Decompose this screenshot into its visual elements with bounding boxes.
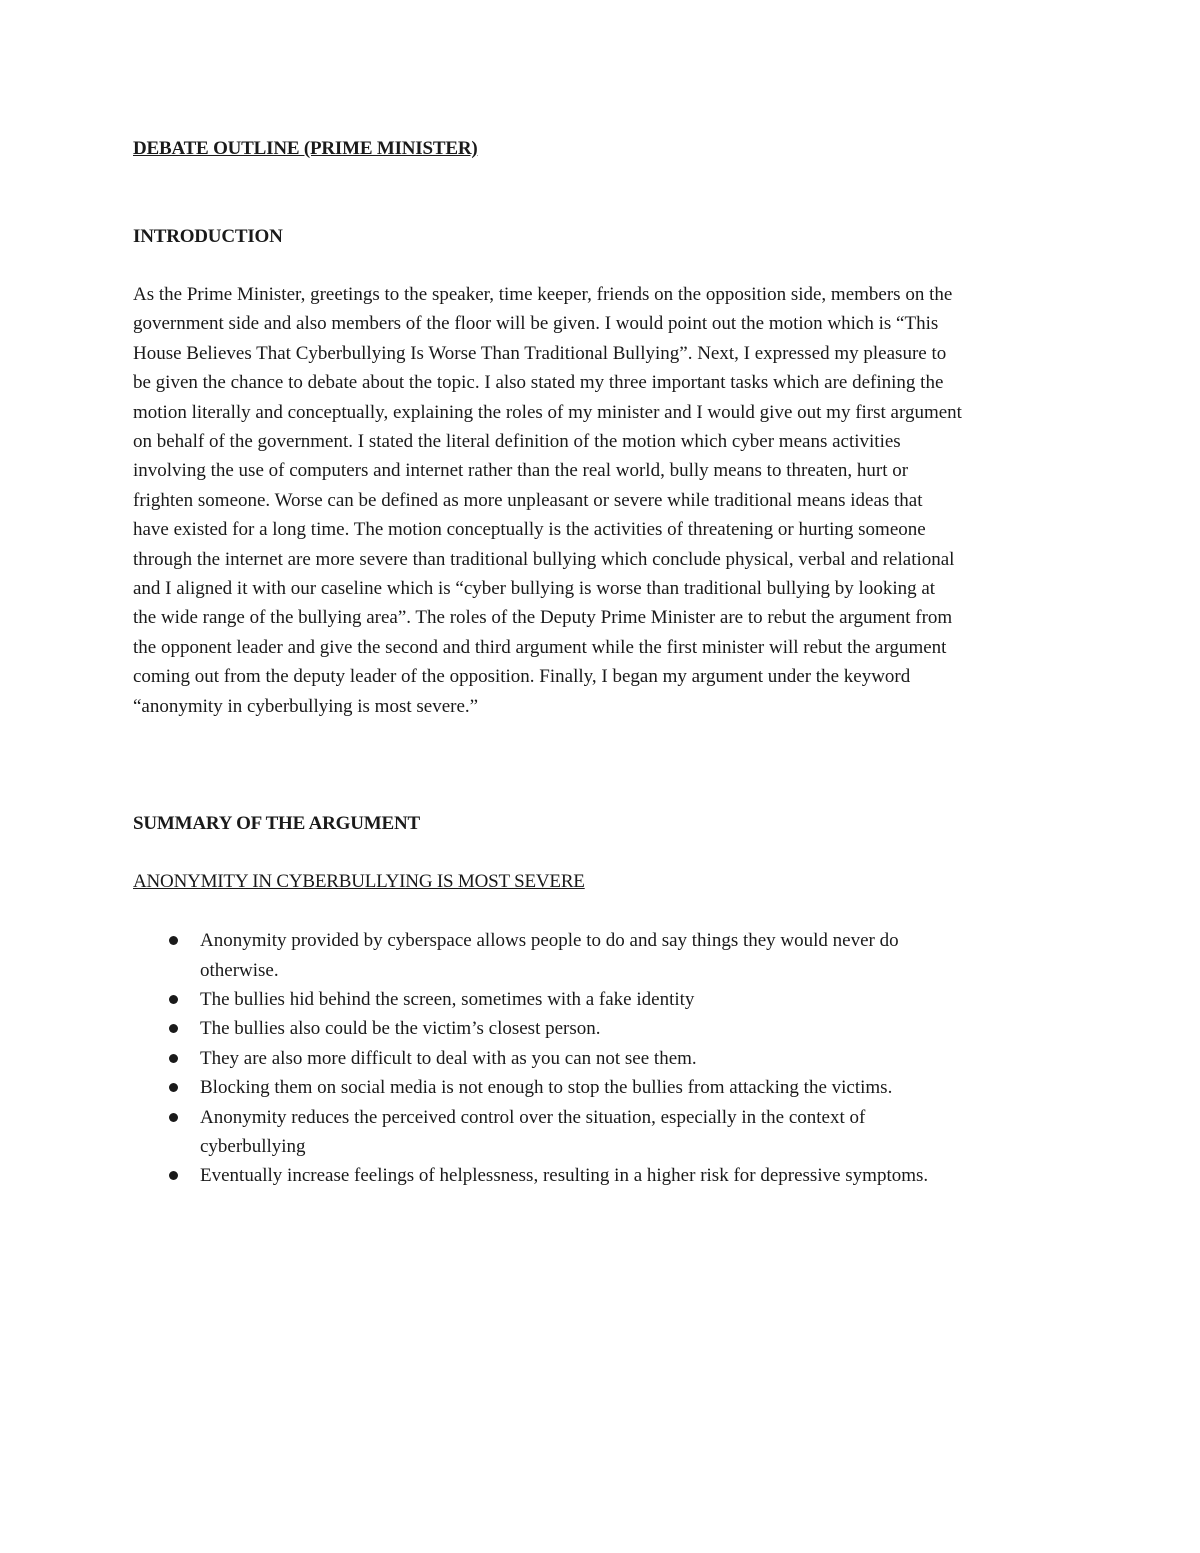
bullet-icon — [169, 1054, 178, 1063]
argument-title: ANONYMITY IN CYBERBULLYING IS MOST SEVERE — [133, 871, 585, 893]
bullet-text: Blocking them on social media is not enough to stop the bullies from attacking the victims. — [200, 1077, 893, 1099]
list-item — [133, 1103, 963, 1162]
bullet-text: The bullies also could be the victim’s closest person. — [200, 1018, 601, 1040]
bullet-text: Anonymity provided by cyberspace allows people to do and say things they would never do otherwise. — [200, 930, 899, 981]
introduction-heading: INTRODUCTION — [133, 226, 283, 247]
bullet-text: They are also more difficult to deal with as you can not see them. — [200, 1047, 697, 1069]
list-item — [133, 1073, 963, 1102]
summary-heading: SUMMARY OF THE ARGUMENT — [133, 813, 420, 835]
bullet-text: Anonymity reduces the perceived control over the situation, especially in the context of cyberbullying — [200, 1106, 866, 1157]
bullet-icon — [169, 1171, 178, 1180]
list-item — [133, 1044, 963, 1073]
bullet-icon — [169, 995, 178, 1004]
list-item — [133, 985, 963, 1014]
document-title: DEBATE OUTLINE (PRIME MINISTER) — [133, 138, 478, 159]
introduction-paragraph: As the Prime Minister, greetings to the speaker, time keeper, friends on the opposition side, members on the government side and also members of the floor will be given. I would point out the motion which is “This House Believes That Cyberbullying Is Worse Than Traditional Bullying”. Next, I expressed my pleasure to be given the chance to debate about the topic. I also stated my three important tasks which are defining the motion literally and conceptually, explaining the roles of my minister and I would give out my first argument on behalf of the government. I stated the literal definition of the motion which cyber means activities involving the use of computers and internet rather than the real world, bully means to threaten, hurt or frighten someone. Worse can be defined as more unpleasant or severe while traditional means ideas that have existed for a long time. The motion conceptually is the activities of threatening or hurting someone through the internet are more severe than traditional bullying which conclude physical, verbal and relational and I aligned it with our caseline which is “cyber bullying is worse than traditional bullying by looking at the wide range of the bullying area”. The roles of the Deputy Prime Minister are to rebut the argument from the opponent leader and give the second and third argument while the first minister will rebut the argument coming out from the deputy leader of the opposition. Finally, I began my argument under the keyword “anonymity in cyberbullying is most severe.” — [133, 284, 962, 717]
argument-bullet-list — [133, 926, 963, 1191]
list-item — [133, 1014, 963, 1043]
bullet-icon — [169, 936, 178, 945]
list-item — [133, 926, 963, 985]
document-page — [133, 134, 963, 1191]
bullet-text: The bullies hid behind the screen, sometimes with a fake identity — [200, 988, 695, 1010]
bullet-text: Eventually increase feelings of helplessness, resulting in a higher risk for depressive symptoms. — [200, 1165, 929, 1187]
list-item — [133, 1161, 963, 1190]
bullet-icon — [169, 1024, 178, 1033]
bullet-icon — [169, 1083, 178, 1092]
bullet-icon — [169, 1113, 178, 1122]
